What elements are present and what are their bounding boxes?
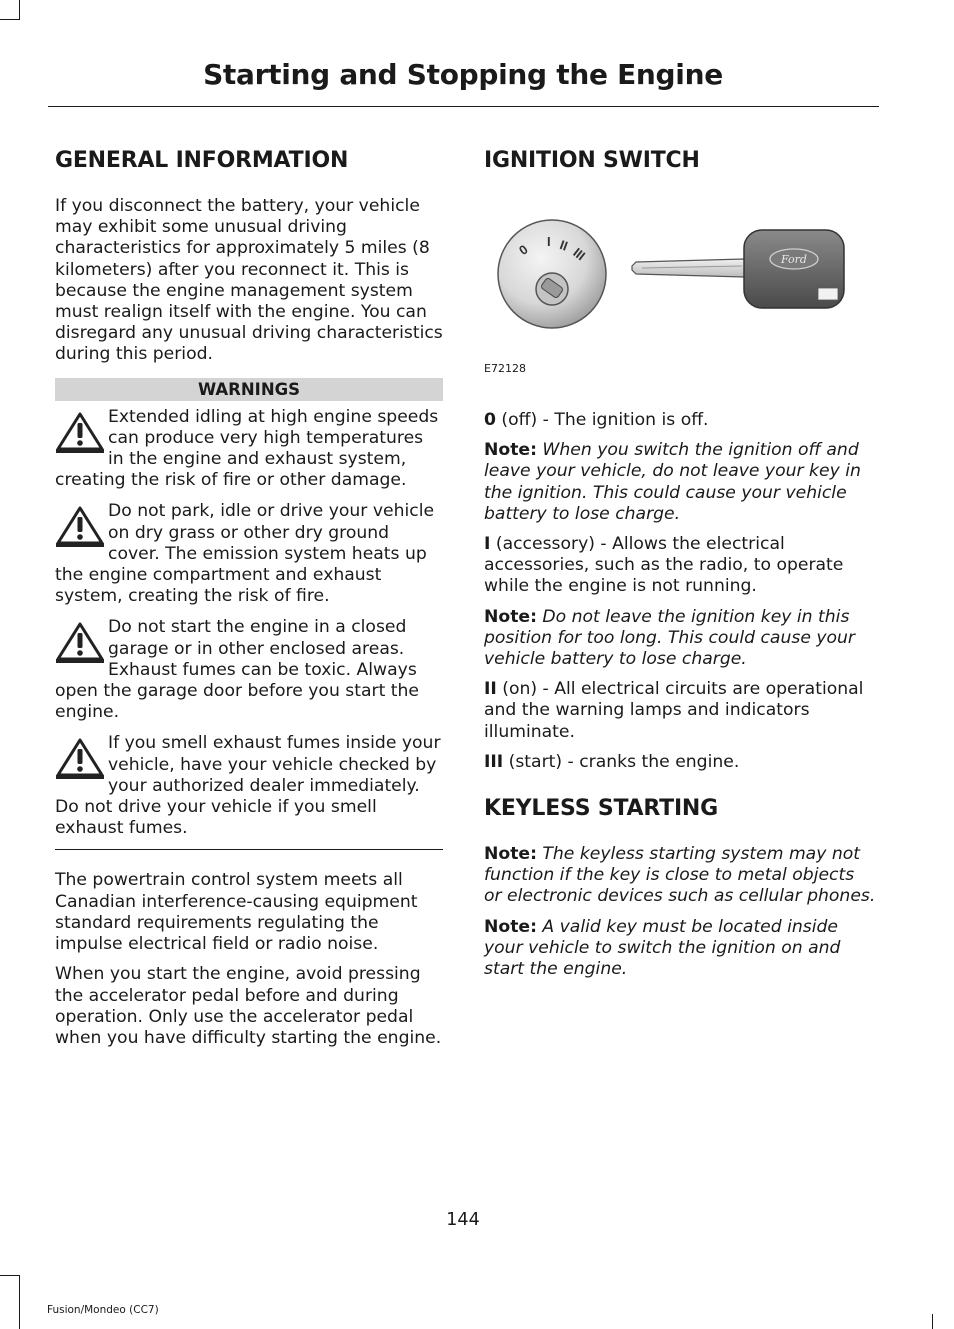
note-text: A valid key must be located inside your vehicle to switch the ignition on and start the engine. <box>484 916 841 980</box>
intro-paragraph: If you disconnect the battery, your vehicle may exhibit some unusual driving characteristics for approximately 5 miles (8 kilometers) after you reconnect it. This is because the engine management system must realign itself with the engine. You can disregard any unusual driving characteristics during this period. <box>55 196 443 365</box>
note-label: Note: <box>484 440 537 461</box>
position-label: I <box>484 534 491 555</box>
warning-text: Extended idling at high engine speeds can produce very high temperatures in the engine and exhaust system, creating the risk of fire or other damage. <box>55 406 439 491</box>
crop-mark <box>19 1275 20 1329</box>
note-item <box>484 844 876 908</box>
note-text: Do not leave the ignition key in this position for too long. This could cause your vehicle battery to lose charge. <box>484 606 855 670</box>
section-heading-keyless-starting: KEYLESS STARTING <box>484 796 718 822</box>
dial-label-i: I <box>547 234 551 249</box>
note-text: When you switch the ignition off and leave your vehicle, do not leave your key in the ignition. This could cause your vehicle battery to lose charge. <box>484 440 861 524</box>
figure-code: E72128 <box>484 362 526 375</box>
page-title: Starting and Stopping the Engine <box>203 58 723 91</box>
warning-triangle-icon <box>55 737 105 781</box>
note-label: Note: <box>484 844 537 865</box>
crop-mark <box>0 19 20 20</box>
dial-label-ii: II <box>557 237 570 254</box>
warning-triangle-icon <box>55 411 105 455</box>
note-item <box>484 440 876 525</box>
warning-triangle-icon <box>55 621 105 665</box>
accelerator-paragraph: When you start the engine, avoid pressing the accelerator pedal before and during operation. Only use the accelerator pedal when you have difficulty starting the engine. <box>55 964 442 1048</box>
position-text: (accessory) - Allows the electrical accessories, such as the radio, to operate while the engine is not running. <box>484 534 844 597</box>
ford-logo-text: Ford <box>781 253 807 266</box>
dial-label-iii: III <box>570 244 589 264</box>
warning-text: Do not park, idle or drive your vehicle on dry grass or other dry ground cover. The emission system heats up the engine compartment and exhaust system, creating the risk of fire. <box>55 501 435 607</box>
position-0-item <box>484 410 876 431</box>
crop-mark <box>0 1275 20 1276</box>
note-label: Note: <box>484 606 537 627</box>
position-label: II <box>484 679 497 700</box>
title-divider <box>48 106 879 107</box>
powertrain-paragraph: The powertrain control system meets all Canadian interference-causing equipment standard requirements regulating the impulse electrical field or radio noise. <box>55 870 418 955</box>
section-heading-general-information: GENERAL INFORMATION <box>55 148 349 173</box>
position-text: (off) - The ignition is off. <box>495 410 709 430</box>
ignition-figure <box>484 196 876 410</box>
right-column <box>484 147 876 989</box>
warning-text: If you smell exhaust fumes inside your vehicle, have your vehicle checked by your authorized dealer immediately. Do not drive your vehicle if you smell exhaust fumes. <box>55 733 441 839</box>
position-label: 0 <box>484 410 496 430</box>
dial-label-0: 0 <box>516 241 531 259</box>
note-item <box>484 607 876 671</box>
warning-text: Do not start the engine in a closed garage or in other enclosed areas. Exhaust fumes can be toxic. Always open the garage door before you start the engine. <box>55 617 420 723</box>
position-text: (start) - cranks the engine. <box>503 751 740 772</box>
position-i-item <box>484 534 876 598</box>
note-label: Note: <box>484 916 537 937</box>
position-text: (on) - All electrical circuits are operational and the warning lamps and indicators illuminate. <box>484 679 864 742</box>
warning-item <box>55 407 443 492</box>
position-ii-item <box>484 679 876 743</box>
position-iii-item <box>484 752 876 773</box>
note-text: The keyless starting system may not function if the key is close to metal objects or electronic devices such as cellular phones. <box>484 844 876 907</box>
left-column <box>55 147 443 1058</box>
section-heading-ignition-switch: IGNITION SWITCH <box>484 148 700 173</box>
warning-item <box>55 617 443 723</box>
ignition-key-illustration <box>494 216 854 336</box>
page-number: 144 <box>446 1210 480 1230</box>
crop-mark <box>19 0 20 20</box>
warnings-header: WARNINGS <box>55 378 443 401</box>
warning-item <box>55 501 443 607</box>
warnings-end-divider <box>55 849 443 850</box>
note-item <box>484 917 876 981</box>
footer-model: Fusion/Mondeo (CC7) <box>47 1304 159 1316</box>
crop-mark <box>932 1314 933 1329</box>
warning-item <box>55 733 443 839</box>
warning-triangle-icon <box>55 505 105 549</box>
position-label: III <box>484 751 504 772</box>
